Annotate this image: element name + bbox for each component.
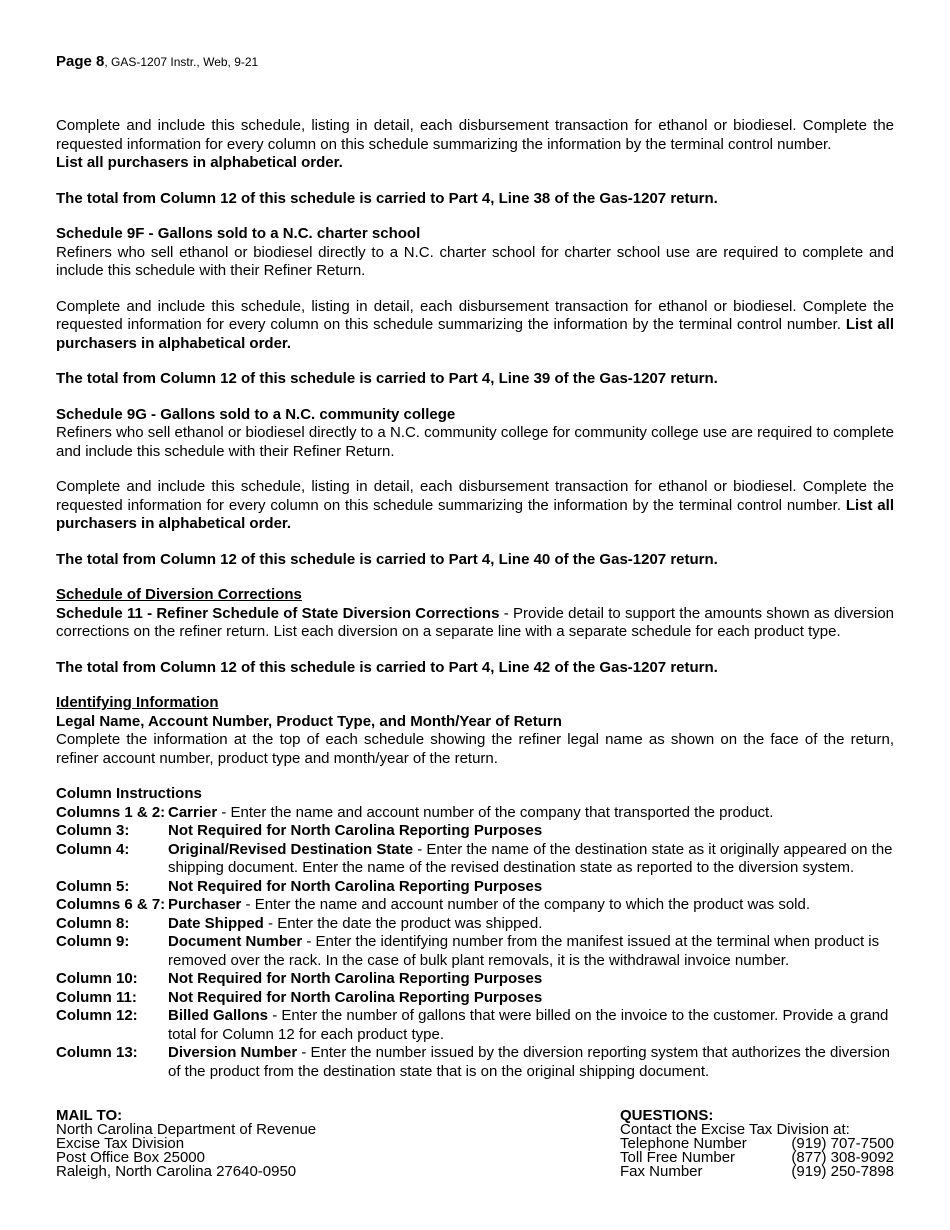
column-term: Original/Revised Destination State (168, 840, 414, 858)
contact-row: Fax Number (919) 250-7898 (620, 1163, 894, 1180)
column-term: Not Required for North Carolina Reporting Purposes (168, 970, 543, 987)
column-label: Column 9: (56, 933, 130, 950)
column-description (168, 841, 894, 878)
schedule-9f-instructions: Complete and include this schedule, listing in detail, each disbursement transaction for ethanol or biodiesel. Complete the requested information for every column on this schedule summarizing the information by the terminal control number. List all purchasers in alphabetical order. (56, 297, 894, 352)
column-description (168, 896, 894, 915)
column-term: Date Shipped (168, 914, 264, 932)
column-instruction-row (56, 822, 894, 841)
column-label: Column 11: (56, 988, 137, 1006)
intro-total: The total from Column 12 of this schedule is carried to Part 4, Line 38 of the Gas-1207 return. (56, 189, 718, 207)
schedule-9g-desc: Refiners who sell ethanol or biodiesel directly to a N.C. community college for community college use are required to complete and include this schedule with their Refiner Return. (56, 424, 894, 460)
form-id: , GAS-1207 Instr., Web, 9-21 (104, 55, 259, 69)
column-text: - Enter the date the product was shipped. (263, 914, 543, 932)
questions-intro: Contact the Excise Tax Division at: (620, 1121, 850, 1138)
column-label: Column 12: (56, 1007, 138, 1024)
schedule-9g-instructions: Complete and include this schedule, listing in detail, each disbursement transaction for ethanol or biodiesel. Complete the requested information for every column on this schedule summarizing the information by the terminal control number. List all purchasers in alphabetical order. (56, 478, 894, 532)
mail-line: Raleigh, North Carolina 27640-0950 (56, 1163, 297, 1180)
intro-paragraph: Complete and include this schedule, listing in detail, each disbursement transaction for ethanol or biodiesel. Complete the requested information for every column on this schedule summarizing the information by the terminal control number. List all purchasers in alphabetical order. (56, 117, 894, 171)
footer (56, 1109, 894, 1179)
questions-heading: QUESTIONS: (620, 1107, 714, 1124)
column-term: Carrier (168, 803, 218, 821)
column-text: - Enter the number issued by the diversion reporting system that authorizes the diversion of the product from the destination state that is on the original shipping document. (168, 1044, 891, 1080)
schedule-9g-total: The total from Column 12 of this schedule is carried to Part 4, Line 40 of the Gas-1207 return. (56, 550, 718, 568)
mail-line: North Carolina Department of Revenue (56, 1121, 317, 1138)
column-label: Column 13: (56, 1044, 138, 1061)
column-instruction-row (56, 933, 894, 970)
column-label: Columns 6 & 7: (56, 896, 166, 913)
contact-row: Toll Free Number (877) 308-9092 (620, 1149, 894, 1166)
column-description (168, 1044, 894, 1081)
column-description (168, 933, 894, 970)
schedule-9f-total: The total from Column 12 of this schedule is carried to Part 4, Line 39 of the Gas-1207 return. (56, 370, 718, 387)
schedule-11-desc: Schedule 11 - Refiner Schedule of State Diversion Corrections - Provide detail to support the amounts shown as diversion corrections on the refiner return. List each diversion on a separate line with a separate schedule for each product type. (56, 604, 894, 640)
column-instruction-row (56, 970, 894, 989)
column-label: Column 3: (56, 822, 130, 839)
column-text: - Enter the name and account number of the company that transported the product. (217, 803, 774, 821)
schedule-11-total: The total from Column 12 of this schedule is carried to Part 4, Line 42 of the Gas-1207 return. (56, 658, 718, 676)
column-term: Not Required for North Carolina Reporting Purposes (168, 822, 543, 839)
column-text: - Enter the identifying number from the manifest issued at the terminal when product is removed over the rack. In the case of bulk plant removals, it is the withdrawal invoice number. (168, 933, 880, 969)
column-instruction-row (56, 804, 894, 823)
column-description (168, 970, 894, 989)
column-description (168, 915, 894, 934)
identifying-subheading: Legal Name, Account Number, Product Type, and Month/Year of Return (56, 712, 562, 730)
identifying-heading: Identifying Information (56, 694, 219, 711)
column-description (168, 1007, 894, 1044)
document-page (56, 53, 894, 1179)
schedule-9f-title: Schedule 9F - Gallons sold to a N.C. charter school (56, 225, 421, 242)
column-instruction-row (56, 989, 894, 1008)
column-instruction-row (56, 841, 894, 878)
column-description (168, 822, 894, 841)
schedule-9g-title: Schedule 9G - Gallons sold to a N.C. community college (56, 405, 456, 423)
column-instruction-row (56, 915, 894, 934)
schedule-9f-desc: Refiners who sell ethanol or biodiesel directly to a N.C. charter school for charter school use are required to complete and include this schedule with their Refiner Return. (56, 243, 894, 279)
mail-line: Excise Tax Division (56, 1135, 185, 1152)
column-term: Diversion Number (168, 1044, 298, 1061)
column-text: - Enter the name of the destination state as it originally appeared on the shipping document. Enter the name of the revised destination state as reported to the diversion system. (168, 840, 893, 876)
mail-to-block (56, 1109, 456, 1179)
column-label: Column 10: (56, 970, 138, 987)
column-term: Not Required for North Carolina Reporting Purposes (168, 877, 543, 895)
column-instruction-row (56, 1044, 894, 1081)
column-instruction-row (56, 896, 894, 915)
column-term: Not Required for North Carolina Reporting Purposes (168, 988, 543, 1006)
column-description (168, 878, 894, 897)
column-instructions-heading: Column Instructions (56, 785, 202, 802)
column-label: Columns 1 & 2: (56, 803, 166, 821)
column-term: Billed Gallons (168, 1007, 269, 1024)
contact-row: Telephone Number (919) 707-7500 (620, 1135, 894, 1152)
column-instructions-list (56, 804, 894, 1082)
mail-to-heading: MAIL TO: (56, 1107, 123, 1124)
page-number: Page 8 (56, 53, 105, 70)
column-label: Column 5: (56, 877, 130, 895)
column-label: Column 8: (56, 914, 130, 932)
column-description (168, 989, 894, 1008)
column-label: Column 4: (56, 840, 130, 858)
questions-block (620, 1109, 894, 1179)
column-text: - Enter the name and account number of the company to which the product was sold. (241, 896, 811, 913)
mail-line: Post Office Box 25000 (56, 1149, 205, 1166)
identifying-desc: Complete the information at the top of each schedule showing the refiner legal name as shown on the face of the return, refiner account number, product type and month/year of the return. (56, 731, 894, 767)
column-text: - Enter the number of gallons that were billed on the invoice to the customer. Provide a grand total for Column 12 for each product type. (168, 1007, 889, 1043)
column-instruction-row (56, 878, 894, 897)
page-header (56, 53, 894, 70)
column-term: Purchaser (168, 896, 242, 913)
column-instruction-row (56, 1007, 894, 1044)
diversion-heading: Schedule of Diversion Corrections (56, 586, 302, 603)
column-term: Document Number (168, 933, 303, 950)
column-description (168, 804, 894, 823)
